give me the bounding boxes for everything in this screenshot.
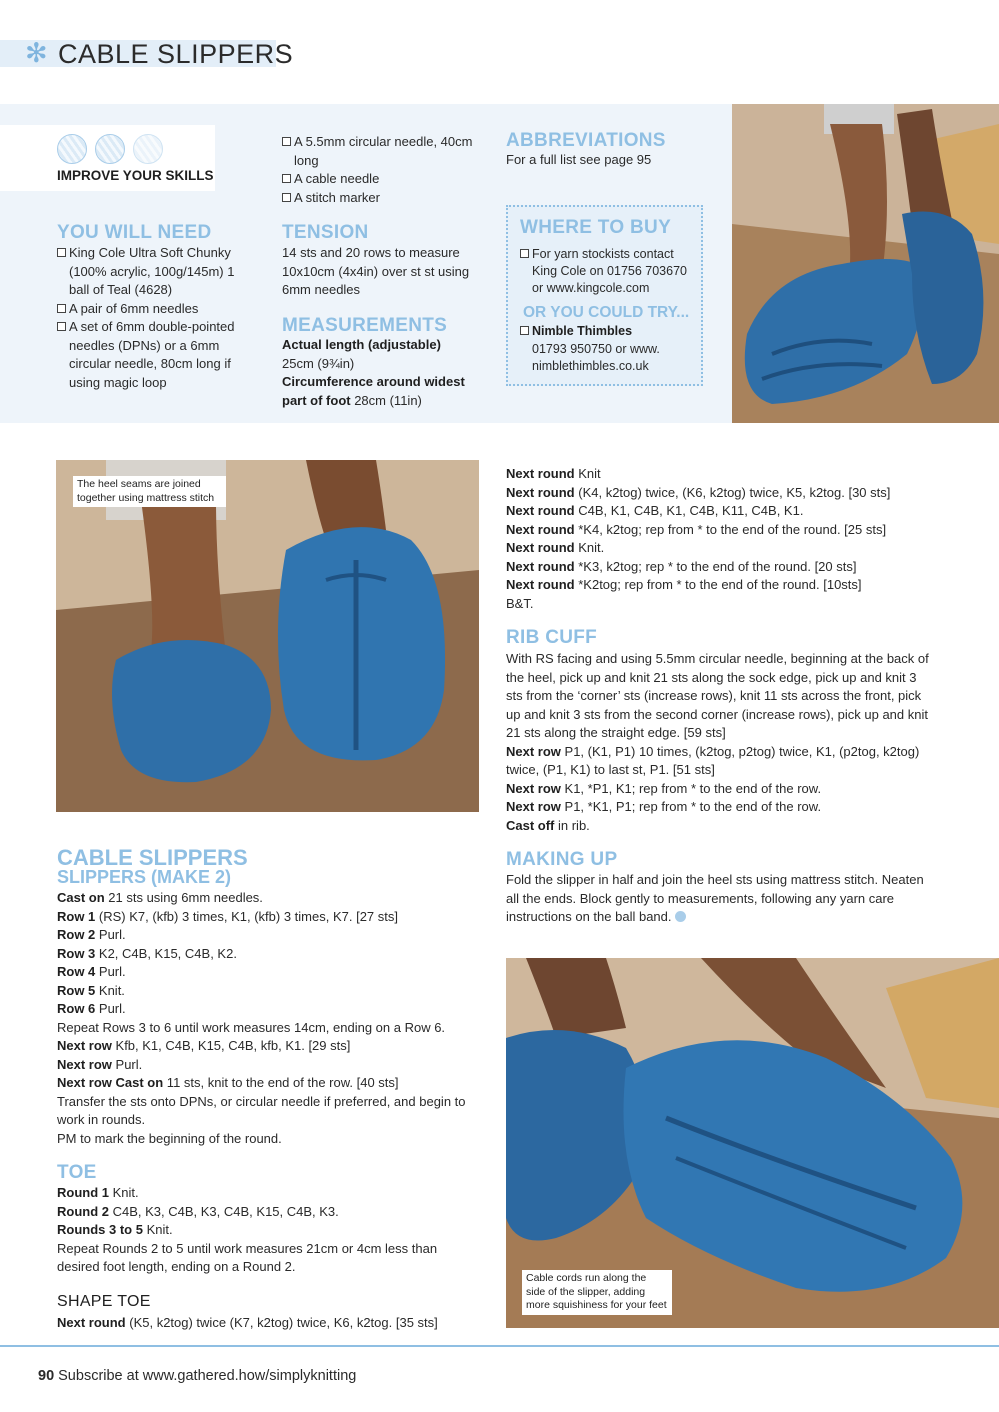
checkbox-icon (57, 304, 66, 313)
pattern-line: With RS facing and using 5.5mm circular needle, beginning at the back of the heel, pick up and knit 21 sts along the sock edge, pick up and knit 3 sts from the ‘corner’ sts (increase rows), knit 11 sts across the front, pick up and knit 3 sts from the second corner (increase rows), pick up and knit 21 sts along the straight edge. [59 sts] (506, 651, 929, 740)
toe-heading: TOE (57, 1162, 97, 1183)
footer-rule (0, 1345, 999, 1347)
you-will-need-list (57, 244, 247, 392)
pattern-line: Repeat Rounds 2 to 5 until work measures 21cm or 4cm less than desired foot length, ending on a Round 2. (57, 1240, 438, 1274)
shape-toe-continued (506, 465, 936, 613)
making-up-heading: MAKING UP (506, 849, 618, 870)
list-item: A stitch marker (282, 189, 482, 208)
yarn-ball-end-icon (675, 911, 686, 922)
pattern-line: Row 6 Purl. (57, 1001, 126, 1016)
page-title: CABLE SLIPPERS (58, 39, 294, 69)
pattern-line: Transfer the sts onto DPNs, or circular needle if preferred, and begin to work in rounds. (57, 1093, 466, 1127)
checkbox-icon (57, 322, 66, 331)
shape-toe-instructions (57, 1314, 477, 1333)
abbreviations-heading: ABBREVIATIONS (506, 130, 666, 151)
you-will-need-heading: YOU WILL NEED (57, 222, 212, 243)
pattern-line: Repeat Rows 3 to 6 until work measures 14cm, ending on a Row 6. (57, 1019, 446, 1035)
where-to-buy-heading: WHERE TO BUY (520, 217, 672, 238)
measurements-heading: MEASUREMENTS (282, 315, 448, 336)
pattern-line: Next round *K4, k2tog; rep from * to the end of the round. [25 sts] (506, 521, 887, 537)
pattern-line: Next round Knit. (506, 540, 605, 555)
yarn-ball-icon (57, 134, 87, 164)
slipper-photo-heel (56, 460, 479, 812)
pattern-line: Next row K1, *P1, K1; rep from * to the end of the row. (506, 780, 822, 796)
equipment-list (282, 133, 482, 207)
pattern-line: Round 2 C4B, K3, C4B, K3, C4B, K15, C4B, K3. (57, 1203, 339, 1219)
alt-stockist-heading: OR YOU COULD TRY... (523, 304, 690, 321)
alt-stockist-item: Nimble Thimbles 01793 950750 or www. nimblethimbles.co.uk (520, 323, 695, 376)
yarn-ball-icon (95, 134, 125, 164)
checkbox-icon (520, 326, 529, 335)
subscribe-link[interactable]: Subscribe at www.gathered.how/simplyknitting (58, 1368, 357, 1384)
checkbox-icon (57, 248, 66, 257)
yarn-ball-icon (133, 134, 163, 164)
photo-caption-side: Cable cords run along the side of the slipper, adding more squishiness for your feet (522, 1270, 672, 1315)
pattern-line: Row 2 Purl. (57, 927, 126, 942)
pattern-line: Next row Purl. (57, 1056, 143, 1072)
pattern-line: PM to mark the beginning of the round. (57, 1130, 282, 1146)
snowflake-icon: ✻ (25, 38, 48, 68)
pattern-title: CABLE SLIPPERS (57, 845, 248, 870)
page-number: 90 (38, 1368, 55, 1384)
tension-text: 14 sts and 20 rows to measure 10x10cm (4x4in) over st st using 6mm needles (282, 245, 470, 297)
stockist-item: For yarn stockists contact King Cole on 01756 703670 or www.kingcole.com (520, 246, 695, 297)
pattern-line: Row 4 Purl. (57, 964, 126, 979)
pattern-line: B&T. (506, 595, 534, 611)
making-up-text: Fold the slipper in half and join the heel sts using mattress stitch. Neaten all the ends. Block gently to measurements, following any yarn care instructions on the ball band. (506, 872, 924, 924)
list-item: A set of 6mm double-pointed needles (DPNs) or a 6mm circular needle, 80cm long if using magic loop (57, 318, 247, 392)
rib-cuff-heading: RIB CUFF (506, 627, 598, 648)
pattern-line: Next row P1, *K1, P1; rep from * to the end of the row. (506, 799, 822, 814)
pattern-line: Rounds 3 to 5 Knit. (57, 1222, 173, 1237)
pattern-line: Row 3 K2, C4B, K15, C4B, K2. (57, 945, 237, 961)
pattern-line: Next round (K5, k2tog) twice (K7, k2tog) twice, K6, k2tog. [35 sts] (57, 1315, 438, 1330)
pattern-line: Next round (K4, k2tog) twice, (K6, k2tog) twice, K5, k2tog. [30 sts] (506, 484, 891, 500)
pattern-line: Next round C4B, K1, C4B, K1, C4B, K11, C4B, K1. (506, 503, 804, 518)
measurements-text: Actual length (adjustable) 25cm (9¾in) Circumference around widest part of foot 28cm (11in) (282, 337, 465, 408)
list-item: A pair of 6mm needles (57, 300, 247, 319)
pattern-subtitle: SLIPPERS (MAKE 2) (57, 867, 232, 887)
skills-label: IMPROVE YOUR SKILLS (57, 168, 214, 183)
rib-cuff-instructions (506, 650, 931, 835)
abbreviations-text: For a full list see page 95 (506, 152, 652, 167)
slipper-photo-top (732, 104, 999, 423)
pattern-line: Next round *K3, k2tog; rep * to the end of the round. [20 sts] (506, 558, 857, 574)
pattern-line: Row 1 (RS) K7, (kfb) 3 times, K1, (kfb) 3 times, K7. [27 sts] (57, 908, 398, 924)
list-item: A cable needle (282, 170, 482, 189)
photo-caption-heel: The heel seams are joined together using mattress stitch (73, 476, 226, 507)
toe-instructions (57, 1184, 477, 1277)
pattern-line: Cast on 21 sts using 6mm needles. (57, 890, 263, 905)
checkbox-icon (282, 174, 291, 183)
pattern-line: Next round *K2tog; rep from * to the end of the round. [10sts] (506, 577, 862, 592)
shape-toe-heading: SHAPE TOE (57, 1293, 151, 1310)
pattern-line: Row 5 Knit. (57, 982, 125, 998)
tension-heading: TENSION (282, 222, 369, 243)
pattern-line: Next round Knit (506, 466, 601, 481)
list-item: King Cole Ultra Soft Chunky (100% acrylic, 100g/145m) 1 ball of Teal (4628) (57, 244, 247, 300)
footer (38, 1367, 356, 1386)
checkbox-icon (282, 137, 291, 146)
pattern-line: Next row Kfb, K1, C4B, K15, C4B, kfb, K1. [29 sts] (57, 1038, 351, 1053)
pattern-line: Next row P1, (K1, P1) 10 times, (k2tog, p2tog) twice, K1, (p2tog, k2tog) twice, (P1, K1) to last st, P1. [51 sts] (506, 743, 920, 777)
checkbox-icon (520, 249, 529, 258)
pattern-line: Cast off in rib. (506, 817, 590, 833)
list-item: A 5.5mm circular needle, 40cm long (282, 133, 482, 170)
pattern-line: Round 1 Knit. (57, 1185, 139, 1200)
pattern-instructions (57, 889, 477, 1148)
pattern-line: Next row Cast on 11 sts, knit to the end of the row. [40 sts] (57, 1075, 399, 1090)
checkbox-icon (282, 193, 291, 202)
